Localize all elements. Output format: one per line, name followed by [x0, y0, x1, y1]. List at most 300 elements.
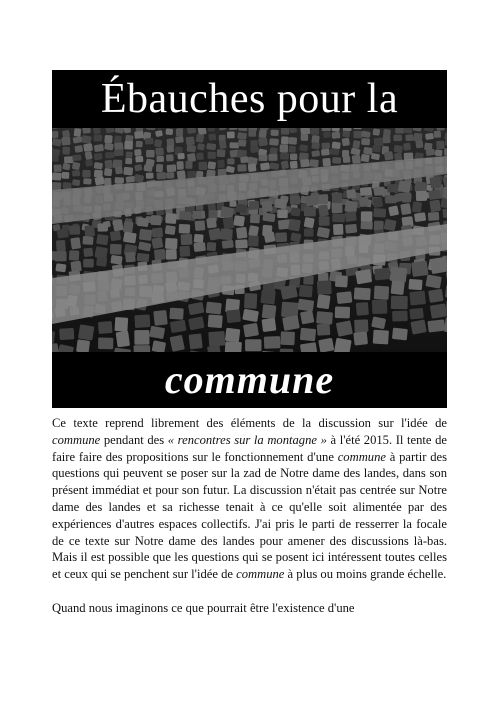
cobblestone — [125, 151, 132, 158]
cobblestone — [54, 164, 62, 172]
cobblestone — [414, 181, 427, 192]
cobblestone — [374, 286, 389, 300]
cobblestone — [206, 302, 222, 315]
cobblestone — [336, 320, 353, 336]
cobblestone — [304, 217, 315, 228]
cobblestone — [110, 230, 121, 241]
cobblestone — [207, 242, 217, 251]
cobblestone — [52, 172, 61, 180]
cobblestone — [414, 212, 426, 222]
cobblestone — [177, 153, 184, 159]
cobblestone — [83, 143, 93, 152]
cobblestone — [332, 141, 341, 149]
paragraph-1 — [52, 415, 447, 583]
cobblestone — [139, 229, 152, 241]
cobblestone — [94, 153, 103, 161]
cobblestone — [104, 160, 113, 169]
cobblestone — [250, 214, 260, 223]
cobblestone — [290, 196, 300, 205]
cobblestone — [332, 193, 343, 204]
cobblestone — [260, 162, 270, 170]
cobblestone — [150, 215, 161, 225]
cobblestone — [152, 228, 163, 238]
cobblestone — [400, 203, 411, 215]
cobblestone — [115, 317, 129, 332]
cobblestone — [270, 130, 278, 136]
cobblestone — [166, 164, 176, 172]
cobblestone — [321, 148, 330, 155]
cobblestone — [248, 163, 257, 172]
cobblestone — [262, 212, 275, 222]
cobblestone — [258, 137, 268, 146]
cobblestone — [360, 187, 372, 196]
cobblestone — [104, 135, 113, 144]
cobblestone — [227, 158, 234, 164]
article-body — [52, 415, 447, 617]
cobblestone — [322, 158, 331, 167]
cobblestone — [52, 131, 58, 138]
cobblestone — [318, 204, 329, 216]
cobblestone — [207, 161, 216, 169]
cobblestone — [123, 232, 137, 244]
cobblestone — [390, 267, 408, 283]
cobblestone — [166, 154, 174, 161]
cobblestone — [222, 240, 234, 249]
cobblestone — [374, 187, 384, 196]
cobblestone — [333, 224, 343, 235]
cobblestone — [195, 134, 204, 143]
cobblestone — [281, 302, 299, 318]
cobblestone — [84, 225, 94, 236]
cobblestone — [125, 158, 132, 165]
cobblestone — [248, 201, 259, 210]
cobblestone — [391, 280, 405, 295]
cobblestone — [317, 323, 331, 335]
cobblestone — [52, 155, 59, 162]
cobblestone — [125, 252, 136, 263]
cobblestone — [194, 234, 204, 243]
cobblestone — [123, 167, 133, 176]
cobblestone — [288, 219, 301, 232]
cobblestone — [425, 133, 434, 140]
cobblestone — [258, 129, 267, 138]
cobblestone — [427, 319, 445, 332]
cobblestone — [248, 130, 256, 137]
document-subtitle: commune — [52, 352, 447, 408]
cobblestone — [373, 128, 381, 135]
cobblestone — [185, 161, 192, 169]
cobblestone — [59, 328, 74, 340]
cobblestone — [259, 155, 268, 161]
cobblestone — [74, 128, 82, 137]
cobblestone — [177, 170, 186, 179]
cobblestone — [198, 162, 207, 170]
cobblestone — [354, 131, 363, 138]
cobblestone — [281, 128, 289, 135]
cobblestone — [165, 225, 176, 235]
cobblestone — [123, 221, 134, 233]
cobblestone — [217, 160, 225, 168]
cobblestone — [94, 135, 103, 142]
cobblestone — [342, 138, 350, 147]
cobblestone — [300, 328, 316, 342]
cobblestone — [166, 145, 174, 153]
cobblestone — [392, 311, 408, 322]
cobblestone — [353, 331, 368, 345]
cobblestone — [78, 324, 94, 340]
cobblestone — [261, 200, 272, 212]
cobblestone — [428, 189, 441, 200]
cobblestone — [277, 210, 288, 219]
cobblestone — [264, 336, 281, 349]
cobblestone — [82, 236, 93, 245]
cobblestone — [145, 138, 154, 145]
cobblestone — [361, 211, 373, 222]
cobblestone — [374, 137, 384, 146]
cobblestone — [134, 345, 151, 352]
cobblestone — [425, 275, 441, 289]
cobblestone — [93, 128, 101, 134]
cobblestone — [69, 250, 80, 261]
cobblestone — [233, 215, 245, 226]
cobblestone — [318, 338, 334, 352]
cobblestone — [394, 145, 403, 153]
cobblestone — [62, 130, 70, 138]
cobblestone — [299, 144, 308, 152]
cobblestone — [335, 306, 350, 318]
cobblestone — [359, 196, 369, 207]
cobblestone — [269, 138, 279, 146]
cobblestone — [61, 172, 69, 179]
cobblestone — [405, 134, 413, 141]
cobblestone — [70, 261, 81, 272]
cobblestone — [356, 302, 369, 316]
cobblestone — [354, 287, 371, 300]
cobblestone — [429, 176, 441, 189]
text-run: pendant des — [100, 432, 168, 447]
cobblestone — [179, 224, 191, 234]
cobblestone — [55, 263, 66, 272]
cobblestone — [280, 153, 289, 160]
cobblestone — [416, 191, 427, 201]
cobblestone — [354, 319, 368, 332]
cobblestone — [290, 207, 300, 216]
cobblestone — [387, 184, 399, 193]
cobblestone — [250, 146, 259, 154]
cobblestone — [238, 139, 247, 147]
cobblestone — [235, 239, 248, 248]
cobblestone — [434, 131, 441, 138]
cobblestone — [388, 205, 399, 216]
cobblestone — [123, 128, 131, 133]
cobblestone — [70, 237, 81, 249]
cobblestone — [360, 221, 372, 230]
cobblestone — [186, 136, 195, 145]
cobblestone — [208, 314, 223, 328]
cobblestone — [353, 128, 362, 129]
cobblestone — [444, 148, 447, 156]
cobblestone — [134, 330, 149, 345]
cobblestone — [374, 221, 384, 231]
emphasis-commune: commune — [337, 449, 386, 464]
cobblestone — [402, 192, 411, 202]
cobblestone — [186, 145, 196, 153]
cobblestone — [62, 182, 71, 189]
cobblestone — [262, 304, 277, 319]
cobblestone-rows-photo — [52, 128, 447, 352]
cobblestone — [243, 323, 259, 338]
cobblestone — [72, 179, 80, 186]
cobblestone — [179, 211, 192, 221]
photo-graphic — [52, 128, 447, 352]
cobblestone — [395, 128, 404, 133]
cobblestone — [206, 217, 217, 228]
cobblestone — [275, 232, 287, 242]
cobblestone — [403, 128, 412, 134]
cobblestone — [97, 223, 108, 231]
text-run: à l'été 2015. Il tente de faire faire des propositions sur le fonctionnement d'une — [52, 432, 447, 464]
cobblestone — [146, 150, 155, 158]
cobblestone — [156, 156, 164, 162]
cobblestone — [56, 240, 66, 252]
cobblestone — [55, 251, 67, 261]
cobblestone — [311, 142, 320, 150]
cobblestone — [125, 176, 135, 183]
cobblestone — [352, 140, 360, 149]
cobblestone — [304, 206, 316, 216]
cobblestone — [410, 319, 426, 334]
cobblestone — [134, 164, 142, 171]
cobblestone — [179, 246, 190, 257]
cobblestone — [248, 225, 259, 237]
cobblestone — [94, 144, 104, 152]
cobblestone — [154, 249, 166, 261]
cobblestone — [331, 203, 342, 214]
cobblestone — [343, 156, 351, 163]
cobblestone — [305, 194, 319, 206]
cobblestone — [154, 139, 162, 147]
cobblestone — [345, 224, 357, 234]
text-run: à plus ou moins grande échelle. — [284, 567, 447, 582]
cobblestone — [344, 200, 358, 213]
cobblestone — [72, 162, 81, 170]
cobblestone — [316, 311, 333, 324]
cobblestone — [321, 142, 330, 149]
cobblestone — [134, 314, 150, 328]
cobblestone — [300, 310, 314, 324]
cobblestone — [245, 339, 261, 351]
cobblestone — [317, 280, 332, 294]
cobblestone — [110, 244, 122, 255]
cobblestone — [299, 285, 313, 298]
cobblestone — [297, 299, 314, 312]
cobblestone — [166, 249, 177, 260]
cobblestone — [386, 195, 397, 203]
cobblestone — [398, 180, 411, 193]
cobblestone — [96, 256, 107, 267]
cobblestone — [332, 132, 341, 139]
cobblestone — [373, 208, 386, 218]
cobblestone — [187, 171, 196, 179]
cobblestone — [300, 159, 310, 167]
cobblestone — [282, 315, 300, 331]
cobblestone — [82, 128, 91, 134]
cobblestone — [372, 197, 383, 208]
cobblestone — [383, 136, 391, 143]
cobblestone — [206, 143, 216, 150]
cobblestone — [98, 321, 113, 334]
cobblestone — [346, 189, 356, 199]
cobblestone — [355, 269, 372, 284]
cobblestone — [403, 143, 411, 151]
cobblestone — [330, 148, 340, 156]
cobblestone — [411, 261, 428, 277]
cobblestone — [74, 145, 83, 153]
cobblestone — [363, 147, 373, 155]
cobblestone — [83, 248, 93, 257]
cobblestone — [342, 130, 350, 137]
cobblestone — [135, 156, 143, 163]
cobblestone — [192, 211, 202, 220]
cobblestone — [409, 308, 423, 320]
cobblestone — [374, 268, 390, 281]
cobblestone — [225, 328, 240, 343]
cobblestone — [166, 172, 174, 179]
cobblestone — [220, 228, 233, 240]
cobblestone — [409, 291, 426, 306]
cobblestone — [290, 153, 297, 160]
cobblestone — [136, 141, 143, 148]
cobblestone — [64, 156, 74, 163]
cobblestone — [176, 128, 183, 136]
cobblestone — [244, 293, 257, 309]
cobblestone — [237, 164, 246, 172]
cobblestone — [137, 217, 149, 227]
cobblestone — [175, 136, 184, 143]
cobblestone — [323, 131, 331, 138]
cobblestone — [98, 338, 113, 350]
cobblestone — [94, 162, 103, 170]
cobblestone — [76, 339, 90, 352]
cobblestone — [361, 154, 370, 163]
cobblestone — [180, 234, 192, 245]
emphasis-commune: commune — [236, 567, 285, 582]
cobblestone — [408, 279, 422, 290]
cobblestone — [225, 341, 242, 352]
cobblestone — [227, 131, 235, 138]
cobblestone — [229, 201, 236, 207]
cobblestone — [235, 204, 247, 214]
cobblestone — [317, 294, 331, 309]
cobblestone — [248, 236, 259, 247]
cobblestone — [321, 128, 331, 131]
cobblestone — [134, 149, 141, 156]
cobblestone — [105, 152, 115, 159]
cobblestone — [114, 149, 124, 156]
cobblestone — [361, 138, 370, 145]
cobblestone — [226, 309, 241, 323]
paragraph-2: Quand nous imaginons ce que pourrait être l'existence d'une — [52, 600, 355, 615]
cobblestone — [208, 228, 221, 241]
cobblestone — [69, 226, 80, 235]
cobblestone — [288, 137, 297, 145]
cobblestone — [229, 142, 239, 148]
cobblestone — [96, 234, 109, 246]
cobblestone — [189, 333, 203, 349]
cobblestone — [219, 140, 227, 149]
cobblestone — [104, 168, 112, 176]
cobblestone — [430, 303, 447, 318]
cobblestone — [208, 331, 225, 346]
cobblestone — [269, 154, 278, 161]
cobblestone — [115, 166, 123, 174]
cobblestone — [124, 141, 133, 150]
cobblestone — [156, 164, 163, 173]
cobblestone — [196, 152, 204, 160]
cobblestone — [83, 178, 92, 185]
cobblestone — [336, 291, 352, 304]
cobblestone — [393, 135, 402, 142]
text-run: Ce texte reprend librement des éléments de la discussion sur l'idée de — [52, 416, 447, 430]
cobblestone — [443, 187, 447, 198]
cobblestone — [110, 255, 122, 265]
cobblestone — [193, 242, 205, 252]
cobblestone — [415, 140, 423, 148]
cobblestone — [319, 216, 330, 226]
cobblestone — [332, 213, 345, 222]
cobblestone — [384, 151, 394, 161]
cobblestone — [195, 220, 206, 231]
cobblestone — [72, 170, 80, 177]
text-run: à partir des questions qui peuvent se poser sur la zad de Notre dame des landes, dans son présent immédiat et pour son futur. La discussion n'était pas centrée sur Notre dame des landes et sa richesse tenait à ce qu'elle soit alimentée par des expériences d'autres espaces collectifs. J'ai pris le parti de resserrer la focale de ce texte sur Notre dame des landes pour amener des discussions là-bas. Mais il est possible que les questions qui se posent ici intéressent toutes celles et ceux qui se penchent sur l'idée de — [52, 449, 447, 582]
cobblestone — [384, 219, 397, 231]
cobblestone — [352, 155, 361, 164]
cobblestone — [373, 330, 389, 345]
cobblestone — [61, 137, 70, 146]
emphasis-commune: commune — [52, 432, 101, 447]
cobblestone — [177, 161, 184, 170]
cobblestone — [260, 290, 275, 305]
cobblestone — [262, 318, 277, 332]
cobblestone — [143, 164, 152, 172]
cobblestone — [153, 310, 167, 326]
cobblestone — [281, 160, 289, 169]
cobblestone — [197, 143, 205, 150]
cobblestone — [391, 296, 408, 310]
cobblestone — [372, 299, 387, 314]
cobblestone — [264, 231, 276, 243]
cobblestone — [436, 141, 445, 150]
cobblestone — [304, 228, 314, 236]
cobblestone — [332, 157, 341, 164]
cobblestone — [429, 200, 441, 213]
cobblestone — [335, 275, 348, 287]
cobblestone — [151, 237, 163, 249]
cobblestone — [83, 259, 94, 268]
cobblestone — [436, 128, 444, 130]
cobblestone — [222, 217, 234, 230]
cobblestone — [82, 170, 90, 178]
cobblestone — [165, 238, 178, 249]
cobblestone — [435, 149, 443, 156]
cobblestone — [428, 212, 440, 221]
cobblestone — [165, 128, 173, 135]
emphasis-rencontres: « rencontres sur la montagne » — [167, 432, 327, 447]
cobblestone — [236, 227, 247, 239]
cobblestone — [412, 201, 422, 212]
cobblestone — [301, 134, 309, 141]
cobblestone — [428, 289, 444, 303]
